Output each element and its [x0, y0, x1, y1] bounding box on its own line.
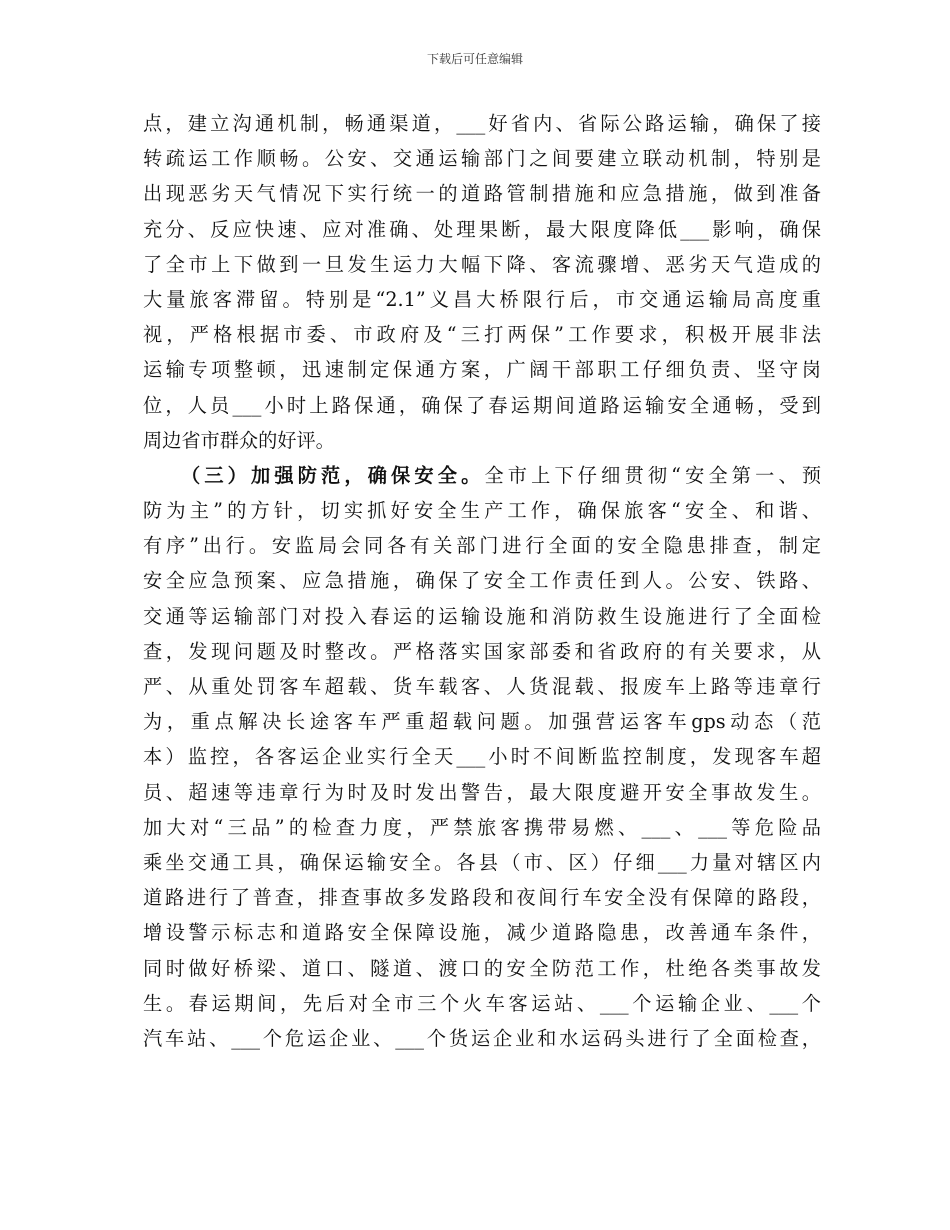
text-line: 生。春运期间，先后对全市三个火车客运站、___个运输企业、___个: [143, 991, 821, 1015]
text-line: 点，建立沟通机制，畅通渠道，___好省内、省际公路运输，确保了接: [143, 112, 821, 135]
paragraph-1: [143, 106, 821, 458]
paragraph-2: [143, 458, 821, 1056]
text-line: 充分、反应快速、应对准确、处理果断，最大限度降低___影响，确保: [143, 217, 821, 241]
text-line: 员、超速等违章行为时及时发出警告，最大限度避开安全事故发生。: [143, 780, 821, 804]
text-line: 防为主”的方针，切实抓好安全生产工作，确保旅客“安全、和谐、: [143, 499, 821, 523]
text-line: 运输专项整顿，迅速制定保通方案，广阔干部职工仔细负责、坚守岗: [143, 358, 821, 382]
text-line: 查，发现问题及时整改。严格落实国家部委和省政府的有关要求，从: [143, 639, 821, 663]
text-line: 位，人员___小时上路保通，确保了春运期间道路运输安全通畅，受到: [143, 393, 821, 417]
text-line: 视，严格根据市委、市政府及“三打两保”工作要求，积极开展非法: [143, 323, 821, 347]
text-line: 为，重点解决长途客车严重超载问题。加强营运客车gps动态（范: [143, 710, 821, 734]
text-line: 加大对“三品”的检查力度，严禁旅客携带易燃、___、___等危险品: [143, 815, 821, 839]
document-body: [143, 106, 821, 1056]
page-header: 下载后可任意编辑: [426, 52, 523, 66]
text-line: 汽车站、___个危运企业、___个货运企业和水运码头进行了全面检查，: [143, 1026, 821, 1050]
text-line: 转疏运工作顺畅。公安、交通运输部门之间要建立联动机制，特别是: [143, 147, 821, 171]
text-line: 有序”出行。安监局会同各有关部门进行全面的安全隐患排查，制定: [143, 534, 821, 558]
text-line: 了全市上下做到一旦发生运力大幅下降、客流骤增、恶劣天气造成的: [143, 252, 821, 276]
text-line: 严、从重处罚客车超载、货车载客、人货混载、报废车上路等违章行: [143, 675, 821, 698]
text-line: 道路进行了普查，排查事故多发路段和夜间行车安全没有保障的路段，: [143, 886, 821, 910]
text-line: 出现恶劣天气情况下实行统一的道路管制措施和应急措施，做到准备: [143, 182, 821, 206]
text-line: 增设警示标志和道路安全保障设施，减少道路隐患，改善通车条件，: [143, 921, 821, 945]
text-line: 交通等运输部门对投入春运的运输设施和消防救生设施进行了全面检: [143, 604, 821, 628]
text-line: 本）监控，各客运企业实行全天___小时不间断监控制度，发现客车超: [143, 745, 821, 769]
text-line: 安全应急预案、应急措施，确保了安全工作责任到人。公安、铁路、: [143, 569, 821, 593]
text-line: 大量旅客滞留。特别是“2.1”义昌大桥限行后，市交通运输局高度重: [143, 287, 821, 311]
section-heading: （三）加强防范，确保安全。: [181, 463, 485, 487]
text-line: 乘坐交通工具，确保运输安全。各县（市、区）仔细___力量对辖区内: [143, 850, 821, 874]
text-line: 同时做好桥梁、道口、隧道、渡口的安全防范工作，杜绝各类事故发: [143, 956, 821, 980]
text-line: 周边省市群众的好评。: [143, 428, 335, 452]
text-fragment: 全市上下仔细贯彻“安全第一、预: [484, 463, 822, 487]
text-line-with-heading: [143, 458, 821, 493]
